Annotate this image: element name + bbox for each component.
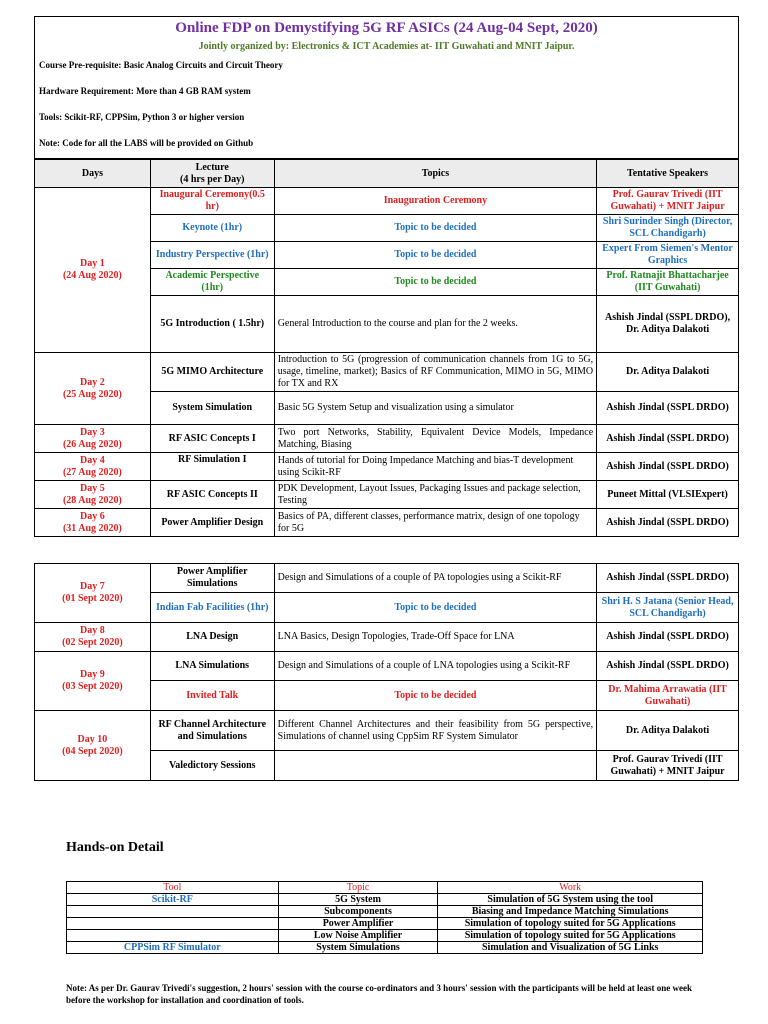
lecture-cell: 5G Introduction ( 1.5hr) <box>150 296 274 353</box>
day-label: Day 7 <box>80 581 105 592</box>
lecture-cell: Invited Talk <box>150 681 274 711</box>
prerequisite-text: Course Pre-requisite: Basic Analog Circuits and Circuit Theory <box>39 60 283 70</box>
day-date: (03 Sept 2020) <box>62 681 123 692</box>
topic-cell: Topic to be decided <box>274 593 596 623</box>
lecture-cell: Indian Fab Facilities (1hr) <box>150 593 274 623</box>
tool-cell <box>67 930 279 942</box>
col-topics: Topics <box>274 160 596 188</box>
speaker-cell: Shri Surinder Singh (Director, SCL Chandigarh) <box>597 215 739 242</box>
speaker-cell: Ashish Jindal (SSPL DRDO) <box>597 425 739 453</box>
day-label: Day 10 <box>77 733 108 745</box>
table-row <box>35 481 739 509</box>
day-label: Day 8 <box>80 625 105 636</box>
speaker-cell: Shri H. S Jatana (Senior Head, SCL Chandigarh) <box>597 593 739 623</box>
day-label: Day 4 <box>80 454 105 466</box>
day-cell <box>35 481 151 509</box>
topic-cell: Topic to be decided <box>274 242 596 269</box>
topic-cell: Basic 5G System Setup and visualization using a simulator <box>274 392 596 425</box>
lecture-cell: Inaugural Ceremony(0.5 hr) <box>150 188 274 215</box>
lecture-cell: Valedictory Sessions <box>150 751 274 781</box>
header-box <box>34 16 739 159</box>
col-tool: Tool <box>67 882 279 894</box>
tool-cell: Scikit-RF <box>67 894 279 906</box>
col-topic: Topic <box>278 882 438 894</box>
page-subtitle: Jointly organized by: Electronics & ICT Academies at- IIT Guwahati and MNIT Jaipur. <box>198 41 575 52</box>
topic-cell: Subcomponents <box>278 906 438 918</box>
day-date: (24 Aug 2020) <box>62 270 122 281</box>
lecture-cell: Industry Perspective (1hr) <box>150 242 274 269</box>
day-label: Day 2 <box>80 376 105 388</box>
speaker-cell: Puneet Mittal (VLSIExpert) <box>597 481 739 509</box>
day-date: (01 Sept 2020) <box>62 593 123 604</box>
col-lecture: Lecture (4 hrs per Day) <box>150 160 274 188</box>
table-row <box>35 425 739 453</box>
page-title: Online FDP on Demystifying 5G RF ASICs (24 Aug-04 Sept, 2020) <box>175 20 598 36</box>
topic-cell: Topic to be decided <box>274 269 596 296</box>
topic-cell <box>274 751 596 781</box>
work-cell: Simulation of topology suited for 5G Applications <box>438 918 703 930</box>
lecture-cell: RF ASIC Concepts II <box>150 481 274 509</box>
table-row <box>67 942 703 954</box>
speaker-cell: Ashish Jindal (SSPL DRDO) <box>597 652 739 681</box>
lecture-cell: LNA Design <box>150 623 274 652</box>
topic-cell: 5G System <box>278 894 438 906</box>
speaker-cell: Prof. Gaurav Trivedi (IIT Guwahati) + MNIT Jaipur <box>597 751 739 781</box>
day-cell <box>35 353 151 425</box>
speaker-cell: Expert From Siemen's Mentor Graphics <box>597 242 739 269</box>
lecture-cell: System Simulation <box>150 392 274 425</box>
lecture-cell: Keynote (1hr) <box>150 215 274 242</box>
day-date: (27 Aug 2020) <box>62 466 122 478</box>
topic-cell: Different Channel Architectures and their feasibility from 5G perspective, Simulations of channel using CppSim RF System Simulator <box>274 711 596 751</box>
day-date: (31 Aug 2020) <box>62 522 122 534</box>
table-row <box>67 894 703 906</box>
day-date: (02 Sept 2020) <box>62 637 123 648</box>
day-cell <box>35 623 151 652</box>
work-cell: Simulation of 5G System using the tool <box>438 894 703 906</box>
lecture-cell: LNA Simulations <box>150 652 274 681</box>
topic-cell: Hands of tutorial for Doing Impedance Matching and bias-T development using Scikit-RF <box>274 453 596 481</box>
speaker-cell: Dr. Mahima Arrawatia (IIT Guwahati) <box>597 681 739 711</box>
day-cell <box>35 453 151 481</box>
handson-table <box>66 881 703 954</box>
speaker-cell: Ashish Jindal (SSPL DRDO) <box>597 453 739 481</box>
day-date: (26 Aug 2020) <box>62 438 122 450</box>
lecture-cell: Academic Perspective (1hr) <box>150 269 274 296</box>
note-text: Note: Code for all the LABS will be provided on Github <box>39 138 254 148</box>
day-cell <box>35 509 151 537</box>
topic-cell: Power Amplifier <box>278 918 438 930</box>
table-row <box>35 188 739 215</box>
table-row <box>67 906 703 918</box>
table-row <box>35 711 739 751</box>
topic-cell: Design and Simulations of a couple of PA topologies using a Scikit-RF <box>274 564 596 593</box>
hardware-text: Hardware Requirement: More than 4 GB RAM system <box>39 86 251 96</box>
day-date: (28 Aug 2020) <box>62 494 122 506</box>
speaker-cell: Dr. Aditya Dalakoti <box>597 353 739 392</box>
schedule-table-week2 <box>34 563 739 781</box>
day-cell <box>35 652 151 711</box>
work-cell: Simulation of topology suited for 5G Applications <box>438 930 703 942</box>
day-cell <box>35 188 151 353</box>
col-work: Work <box>438 882 703 894</box>
topic-cell: Two port Networks, Stability, Equivalent Device Models, Impedance Matching, Biasing <box>274 425 596 453</box>
table-row <box>67 930 703 942</box>
day-cell <box>35 564 151 623</box>
work-cell: Simulation and Visualization of 5G Links <box>438 942 703 954</box>
topic-cell: LNA Basics, Design Topologies, Trade-Off Space for LNA <box>274 623 596 652</box>
handson-heading: Hands-on Detail <box>66 840 164 855</box>
table-header-row <box>35 160 739 188</box>
lecture-cell: RF Channel Architecture and Simulations <box>150 711 274 751</box>
table-row <box>35 353 739 392</box>
topic-cell: System Simulations <box>278 942 438 954</box>
day-label: Day 9 <box>80 669 105 680</box>
table-row <box>35 623 739 652</box>
tool-cell <box>67 918 279 930</box>
topic-cell: General Introduction to the course and plan for the 2 weeks. <box>274 296 596 353</box>
speaker-cell: Prof. Gaurav Trivedi (IIT Guwahati) + MNIT Jaipur <box>597 188 739 215</box>
topic-cell: Topic to be decided <box>274 681 596 711</box>
table-row <box>35 564 739 593</box>
lecture-cell: 5G MIMO Architecture <box>150 353 274 392</box>
day-label: Day 3 <box>80 426 105 438</box>
tool-cell: CPPSim RF Simulator <box>67 942 279 954</box>
table-row <box>35 509 739 537</box>
table-row <box>35 453 739 481</box>
topic-cell: PDK Development, Layout Issues, Packaging Issues and package selection, Testing <box>274 481 596 509</box>
tool-cell <box>67 906 279 918</box>
day-date: (25 Aug 2020) <box>62 388 122 400</box>
schedule-table-week1 <box>34 159 739 537</box>
speaker-cell: Ashish Jindal (SSPL DRDO) <box>597 623 739 652</box>
day-date: (04 Sept 2020) <box>62 745 123 757</box>
topic-cell: Inauguration Ceremony <box>274 188 596 215</box>
topic-cell: Design and Simulations of a couple of LNA topologies using a Scikit-RF <box>274 652 596 681</box>
topic-cell: Basics of PA, different classes, performance matrix, design of one topology for 5G <box>274 509 596 537</box>
speaker-cell: Ashish Jindal (SSPL DRDO) <box>597 509 739 537</box>
day-cell <box>35 711 151 781</box>
topic-cell: Introduction to 5G (progression of communication channels from 1G to 5G, usage, timeline, market); Basics of RF Communication, MIMO in 5G, MIMO for TX and RX <box>274 353 596 392</box>
col-days: Days <box>35 160 151 188</box>
work-cell: Biasing and Impedance Matching Simulations <box>438 906 703 918</box>
tools-text: Tools: Scikit-RF, CPPSim, Python 3 or higher version <box>39 112 245 122</box>
handson-header-row <box>67 882 703 894</box>
table-row <box>35 652 739 681</box>
speaker-cell: Ashish Jindal (SSPL DRDO) <box>597 392 739 425</box>
day-label: Day 6 <box>80 510 105 522</box>
day-label: Day 1 <box>80 258 105 269</box>
col-speakers: Tentative Speakers <box>597 160 739 188</box>
speaker-cell: Ashish Jindal (SSPL DRDO) <box>597 564 739 593</box>
lecture-cell: RF ASIC Concepts I <box>150 425 274 453</box>
topic-cell: Topic to be decided <box>274 215 596 242</box>
speaker-cell: Ashish Jindal (SSPL DRDO), Dr. Aditya Dalakoti <box>597 296 739 353</box>
lecture-cell: RF Simulation I <box>150 453 274 481</box>
lecture-cell: Power Amplifier Design <box>150 509 274 537</box>
speaker-cell: Dr. Aditya Dalakoti <box>597 711 739 751</box>
day-cell <box>35 425 151 453</box>
table-row <box>67 918 703 930</box>
footnote: Note: As per Dr. Gaurav Trivedi's suggestion, 2 hours' session with the course co-ordinators and 3 hours' session with the participants will be held at least one week before the workshop for installation and coordination of tools. <box>66 983 692 1005</box>
day-label: Day 5 <box>80 482 105 494</box>
lecture-cell: Power Amplifier Simulations <box>150 564 274 593</box>
topic-cell: Low Noise Amplifier <box>278 930 438 942</box>
speaker-cell: Prof. Ratnajit Bhattacharjee (IIT Guwahati) <box>597 269 739 296</box>
